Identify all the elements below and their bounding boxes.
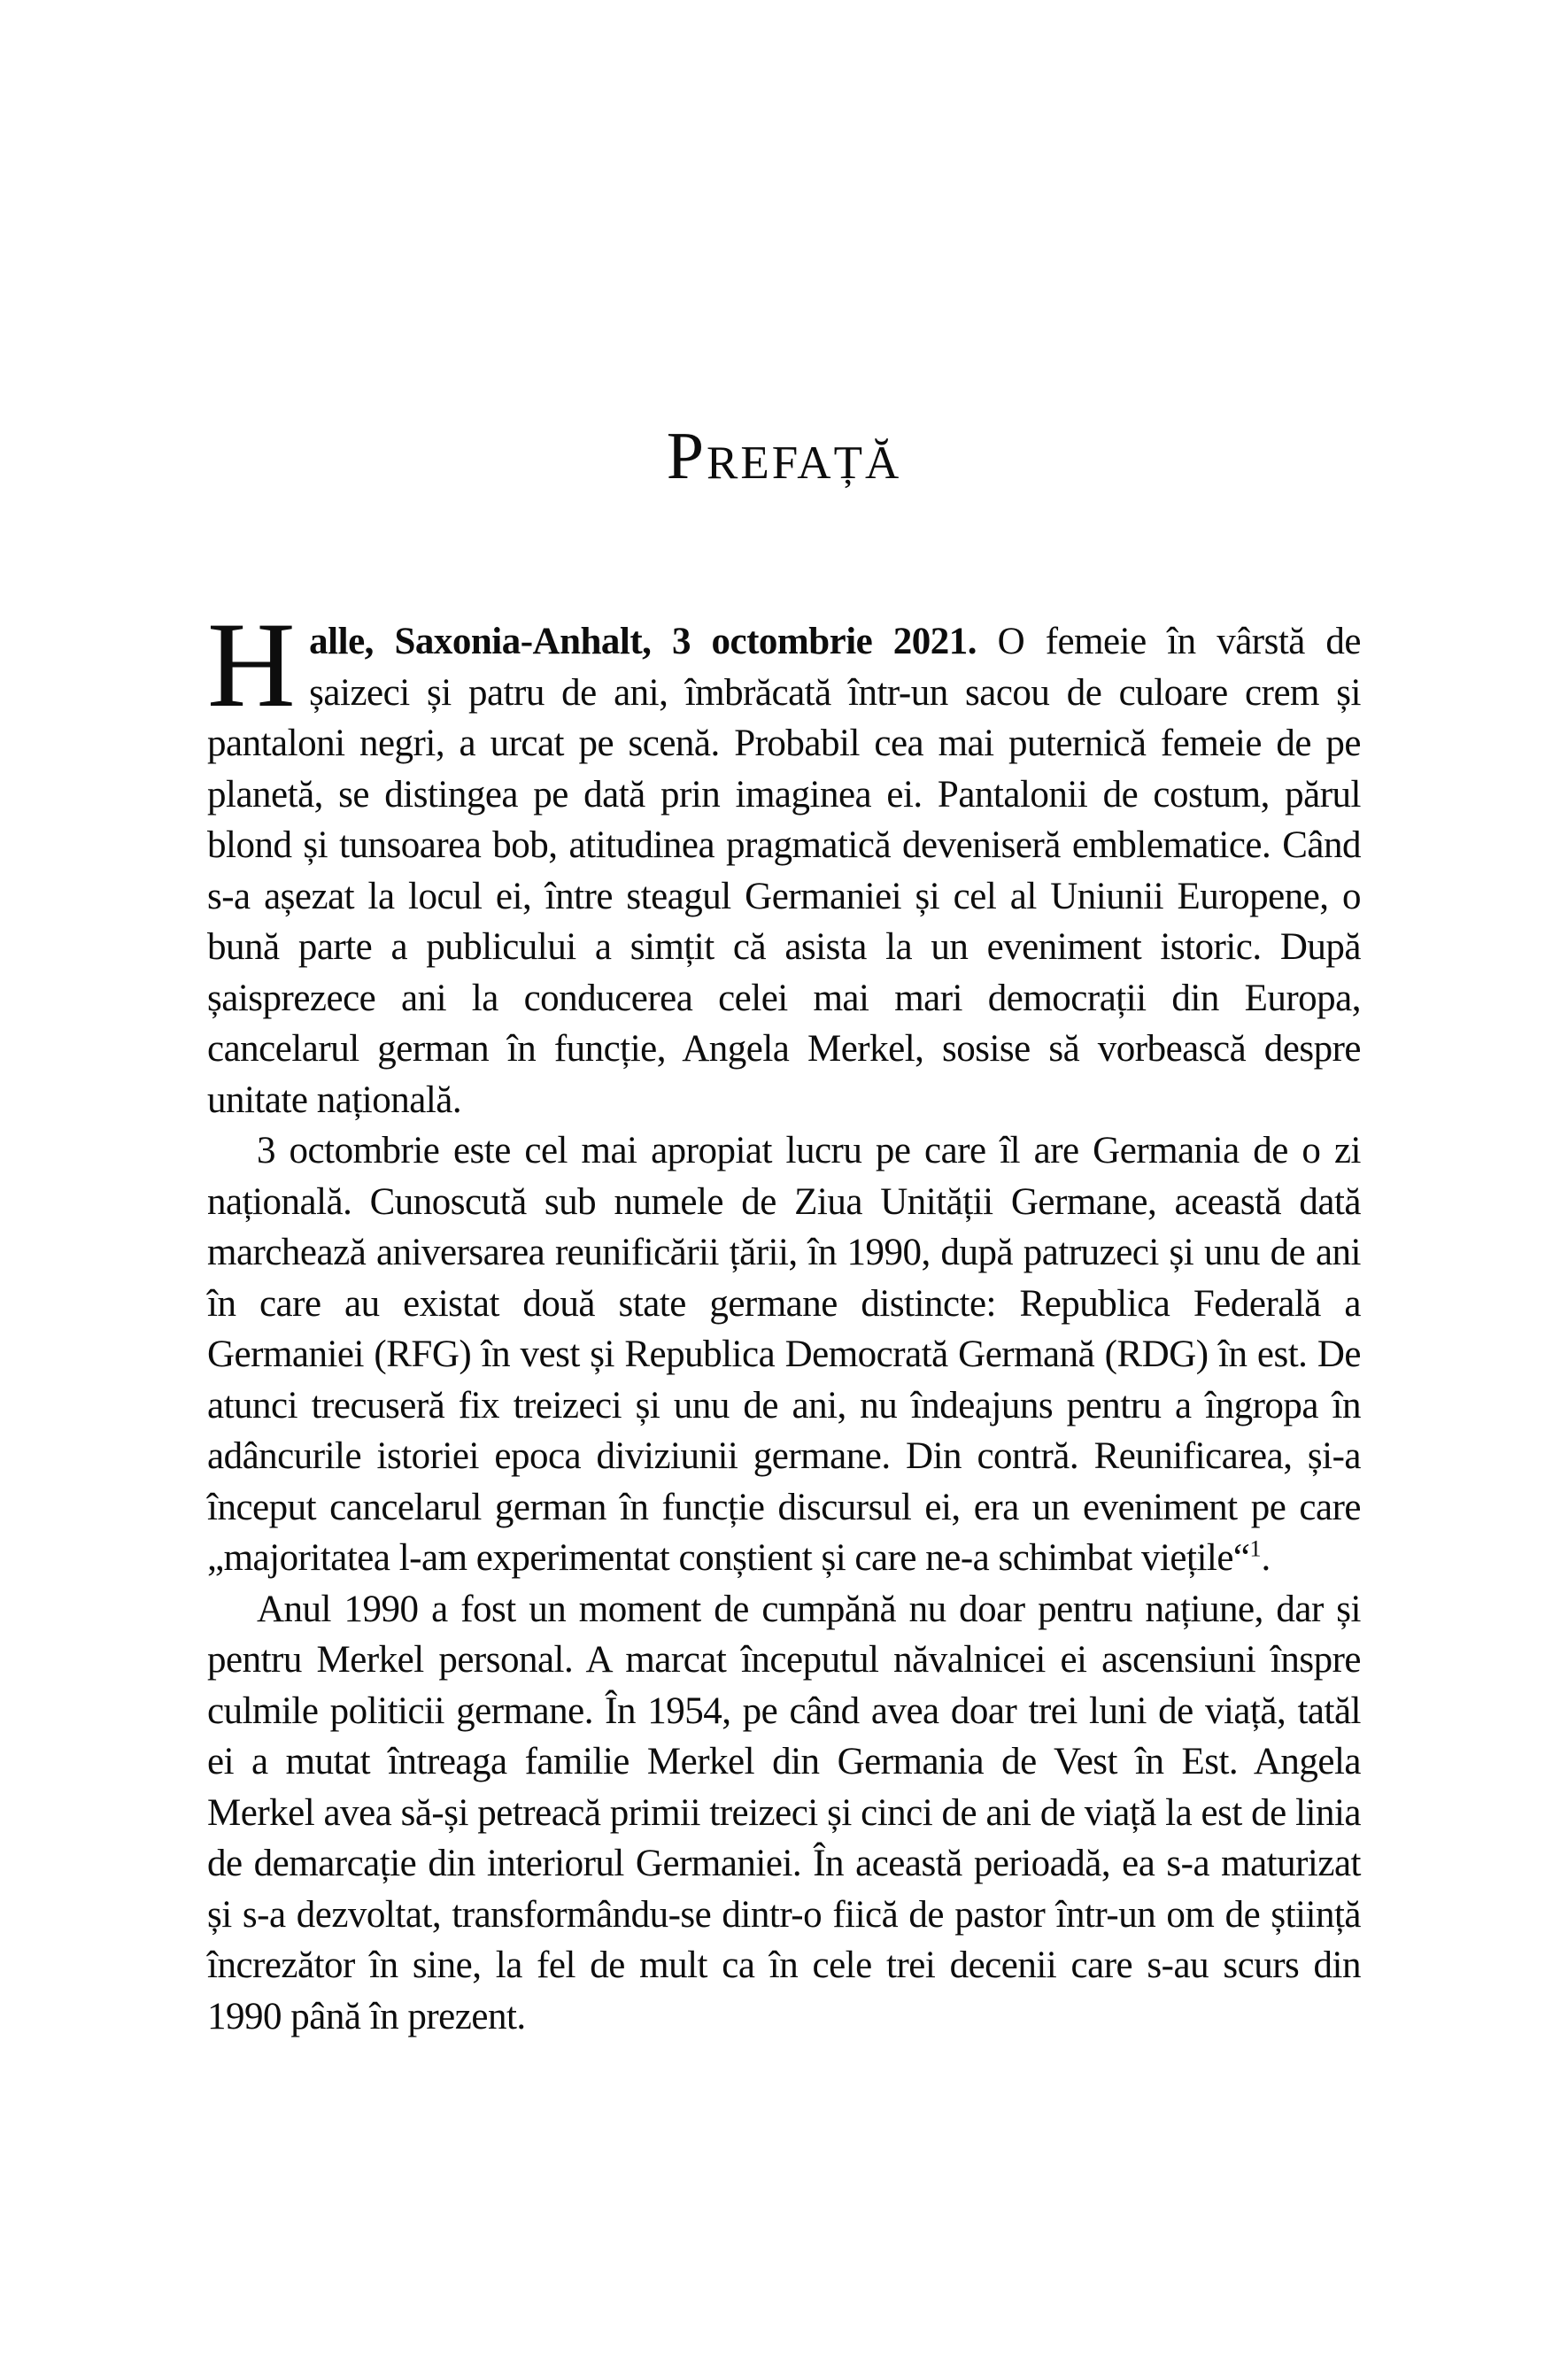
chapter-title: Prefață bbox=[666, 419, 902, 493]
paragraph-1-text: O femeie în vârstă de șaizeci și patru de ani, îmbrăcată într-un sacou de culoare crem și pantaloni negri, a urcat pe scenă. Probabil cea mai puternică femeie de pe planetă, se distingea pe dată prin imaginea ei. Pantalonii de costum, părul blond și tunsoarea bob, atitudinea pragmatică deveniseră emblematice. Când s-a așezat la locul ei, între steagul Germaniei și cel al Uniunii Europene, o bună parte a publicului a simțit că asista la un eveniment istoric. După șaisprezece ani la conducerea celei mai mari democrații din Europa, cancelarul german în funcție, Angela Merkel, sosise să vorbească despre unitate națională. bbox=[207, 621, 1361, 1121]
paragraph-1-bold-lead: alle, Saxonia-Anhalt, 3 octombrie 2021. bbox=[309, 621, 977, 662]
paragraph-2 bbox=[207, 1125, 1361, 1584]
preface-body bbox=[207, 597, 1361, 2042]
paragraph-3 bbox=[207, 1584, 1361, 2043]
footnote-ref-1: 1 bbox=[1249, 1535, 1262, 1562]
paragraph-3-text: Anul 1990 a fost un moment de cumpănă nu doar pentru națiune, dar și pentru Merkel personal. A marcat începutul năvalnicei ei ascensiuni înspre culmile politicii germane. În 1954, pe când avea doar trei luni de viață, tatăl ei a mutat întreaga familie Merkel din Germania de Vest în Est. Angela Merkel avea să-și petreacă primii treizeci și cinci de ani de viață la est de linia de demarcație din interiorul Germaniei. În această perioadă, ea s-a maturizat și s-a dezvoltat, transformându-se dintr-o fiică de pastor într-un om de știință încrezător în sine, la fel de mult ca în cele trei decenii care s-au scurs din 1990 până în prezent. bbox=[207, 1588, 1361, 2037]
paragraph-2-text-end: . bbox=[1261, 1537, 1271, 1579]
paragraph-2-text: 3 octombrie este cel mai apropiat lucru pe care îl are Germania de o zi națională. Cunoscută sub numele de Ziua Unității Germane, această dată marchează aniversarea reunificării țării, în 1990, după patruzeci și unu de ani în care au existat două state germane distincte: Republica Federală a Germaniei (RFG) în vest și Republica Democrată Germană (RDG) în est. De atunci trecuseră fix treizeci și unu de ani, nu îndeajuns pentru a îngropa în adâncurile istoriei epoca diviziunii germane. Din contră. Reunificarea, și-a început cancelarul german în funcție discursul ei, era un eveniment pe care „majoritatea l-am experimentat conștient și care ne-a schimbat viețile“ bbox=[207, 1130, 1361, 1579]
dropcap-letter: H bbox=[207, 597, 296, 732]
paragraph-1 bbox=[207, 597, 1361, 1125]
